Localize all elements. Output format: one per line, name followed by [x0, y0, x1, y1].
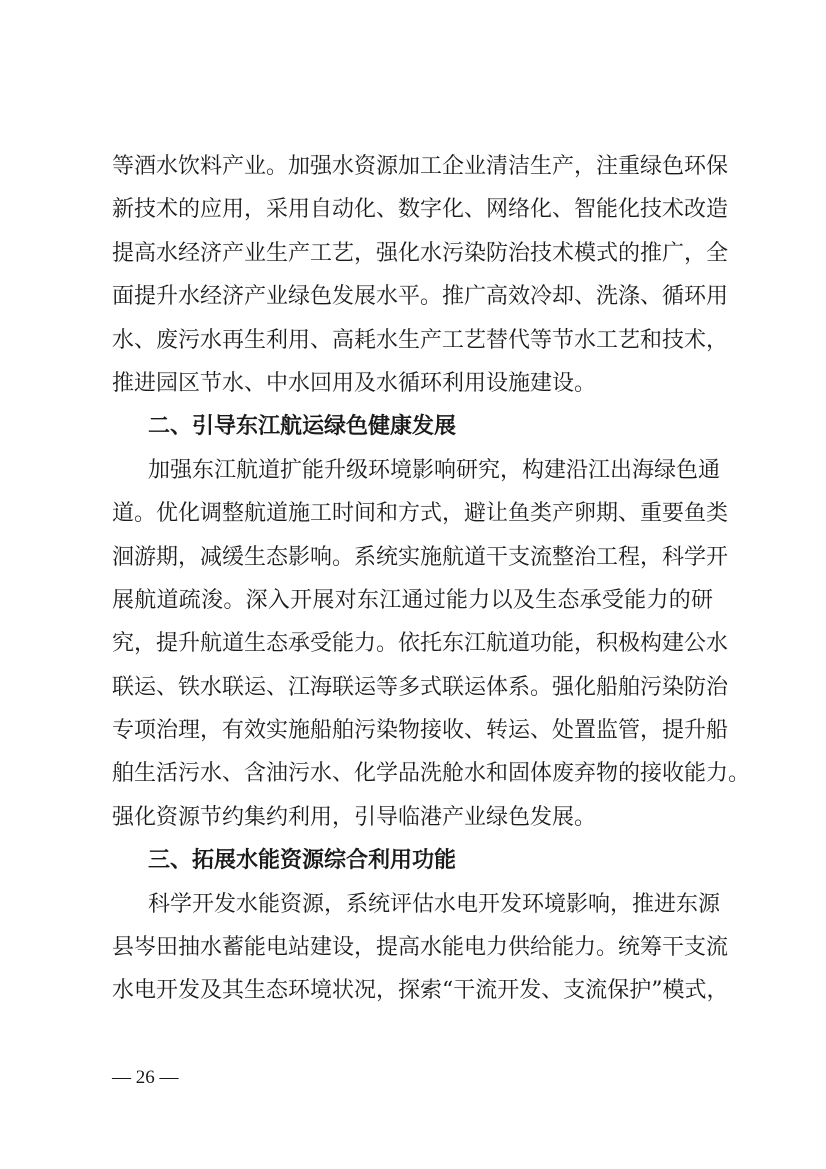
paragraph-line: 等酒水饮料产业。加强水资源加工企业清洁生产，注重绿色环保: [112, 154, 729, 179]
section-heading: 三、拓展水能资源综合利用功能: [148, 848, 457, 874]
paragraph-line: 展航道疏浚。深入开展对东江通过能力以及生态承受能力的研: [112, 587, 713, 613]
paragraph-line: 县岑田抽水蓄能电站建设，提高水能电力供给能力。统筹干支流: [112, 935, 729, 961]
paragraph-line: 加强东江航道扩能升级环境影响研究，构建沿江出海绿色通: [148, 457, 721, 483]
paragraph-line: 专项治理，有效实施船舶污染物接收、转运、处置监管，提升船: [112, 718, 729, 744]
paragraph-line: 水电开发及其生态环境状况，探索“干流开发、支流保护”模式，: [112, 978, 729, 1004]
paragraph-line: 水、废污水再生利用、高耗水生产工艺替代等节水工艺和技术，: [112, 327, 729, 353]
paragraph-line: 究，提升航道生态承受能力。依托东江航道功能，积极构建公水: [112, 631, 729, 657]
paragraph-line: 提高水经济产业生产工艺，强化水污染防治技术模式的推广，全: [112, 240, 729, 266]
section-heading: 二、引导东江航运绿色健康发展: [148, 414, 457, 440]
paragraph-line: 强化资源节约集约利用，引导临港产业绿色发展。: [112, 804, 597, 830]
paragraph-line: 面提升水经济产业绿色发展水平。推广高效冷却、洗涤、循环用: [112, 284, 729, 310]
paragraph-line: 舶生活污水、含油污水、化学品洗舱水和固体废弃物的接收能力。: [112, 761, 751, 787]
paragraph-line: 科学开发水能资源，系统评估水电开发环境影响，推进东源: [148, 891, 721, 917]
paragraph-line: 联运、铁水联运、江海联运等多式联运体系。强化船舶污染防治: [112, 674, 729, 700]
document-body: [112, 145, 751, 1013]
paragraph-line: 道。优化调整航道施工时间和方式，避让鱼类产卵期、重要鱼类: [112, 501, 729, 527]
paragraph-line: 推进园区节水、中水回用及水循环利用设施建设。: [112, 370, 597, 396]
page-number: — 26 —: [112, 1067, 179, 1088]
paragraph-line: 新技术的应用，采用自动化、数字化、网络化、智能化技术改造: [112, 197, 729, 223]
paragraph-line: 洄游期，减缓生态影响。系统实施航道干支流整治工程，科学开: [112, 544, 729, 570]
